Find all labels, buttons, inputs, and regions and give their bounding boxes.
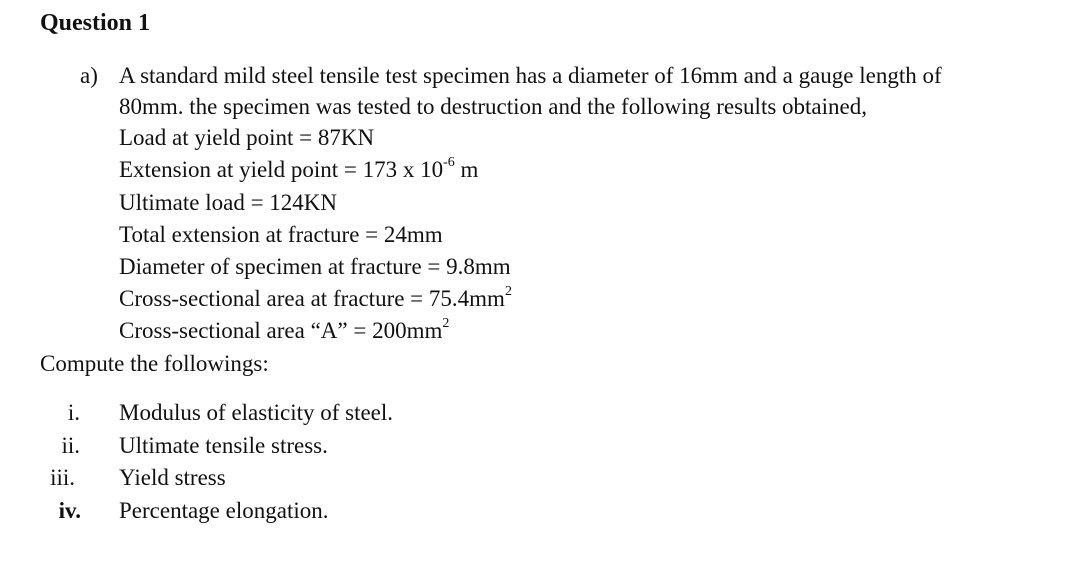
item-marker-i: i.	[67, 400, 80, 425]
item-marker-ii: ii.	[61, 433, 80, 458]
area-a-line	[119, 317, 449, 345]
area-fracture-exponent: 2	[504, 284, 512, 300]
load-yield-line: Load at yield point = 87KN	[119, 125, 375, 150]
extension-yield-exponent: -6	[443, 155, 455, 171]
item-marker-iii: iii.	[50, 465, 75, 490]
extension-yield-text: Extension at yield point = 173 x 10	[119, 157, 444, 182]
extension-yield-line	[119, 156, 478, 184]
area-fracture-text: Cross-sectional area at fracture = 75.4mm	[119, 286, 505, 311]
question-heading: Question 1	[40, 10, 151, 36]
total-extension-line: Total extension at fracture = 24mm	[119, 222, 443, 247]
item-text-iii: Yield stress	[119, 465, 226, 490]
intro-line-2: 80mm. the specimen was tested to destruction and the following results obtained,	[119, 94, 867, 119]
diameter-fracture-line: Diameter of specimen at fracture = 9.8mm	[119, 254, 511, 279]
item-marker-iv: iv.	[58, 498, 81, 523]
item-text-i: Modulus of elasticity of steel.	[119, 400, 394, 425]
compute-label: Compute the followings:	[40, 351, 269, 376]
area-fracture-line	[119, 285, 512, 313]
item-text-iv: Percentage elongation.	[119, 498, 329, 523]
extension-yield-unit: m	[454, 157, 479, 182]
area-a-text: Cross-sectional area “A” = 200mm	[119, 318, 443, 343]
ultimate-load-line: Ultimate load = 124KN	[119, 190, 338, 215]
intro-line-1: A standard mild steel tensile test specimen has a diameter of 16mm and a gauge length of	[119, 63, 942, 88]
item-text-ii: Ultimate tensile stress.	[119, 433, 328, 458]
part-a-marker: a)	[80, 63, 98, 88]
area-a-exponent: 2	[442, 316, 450, 332]
